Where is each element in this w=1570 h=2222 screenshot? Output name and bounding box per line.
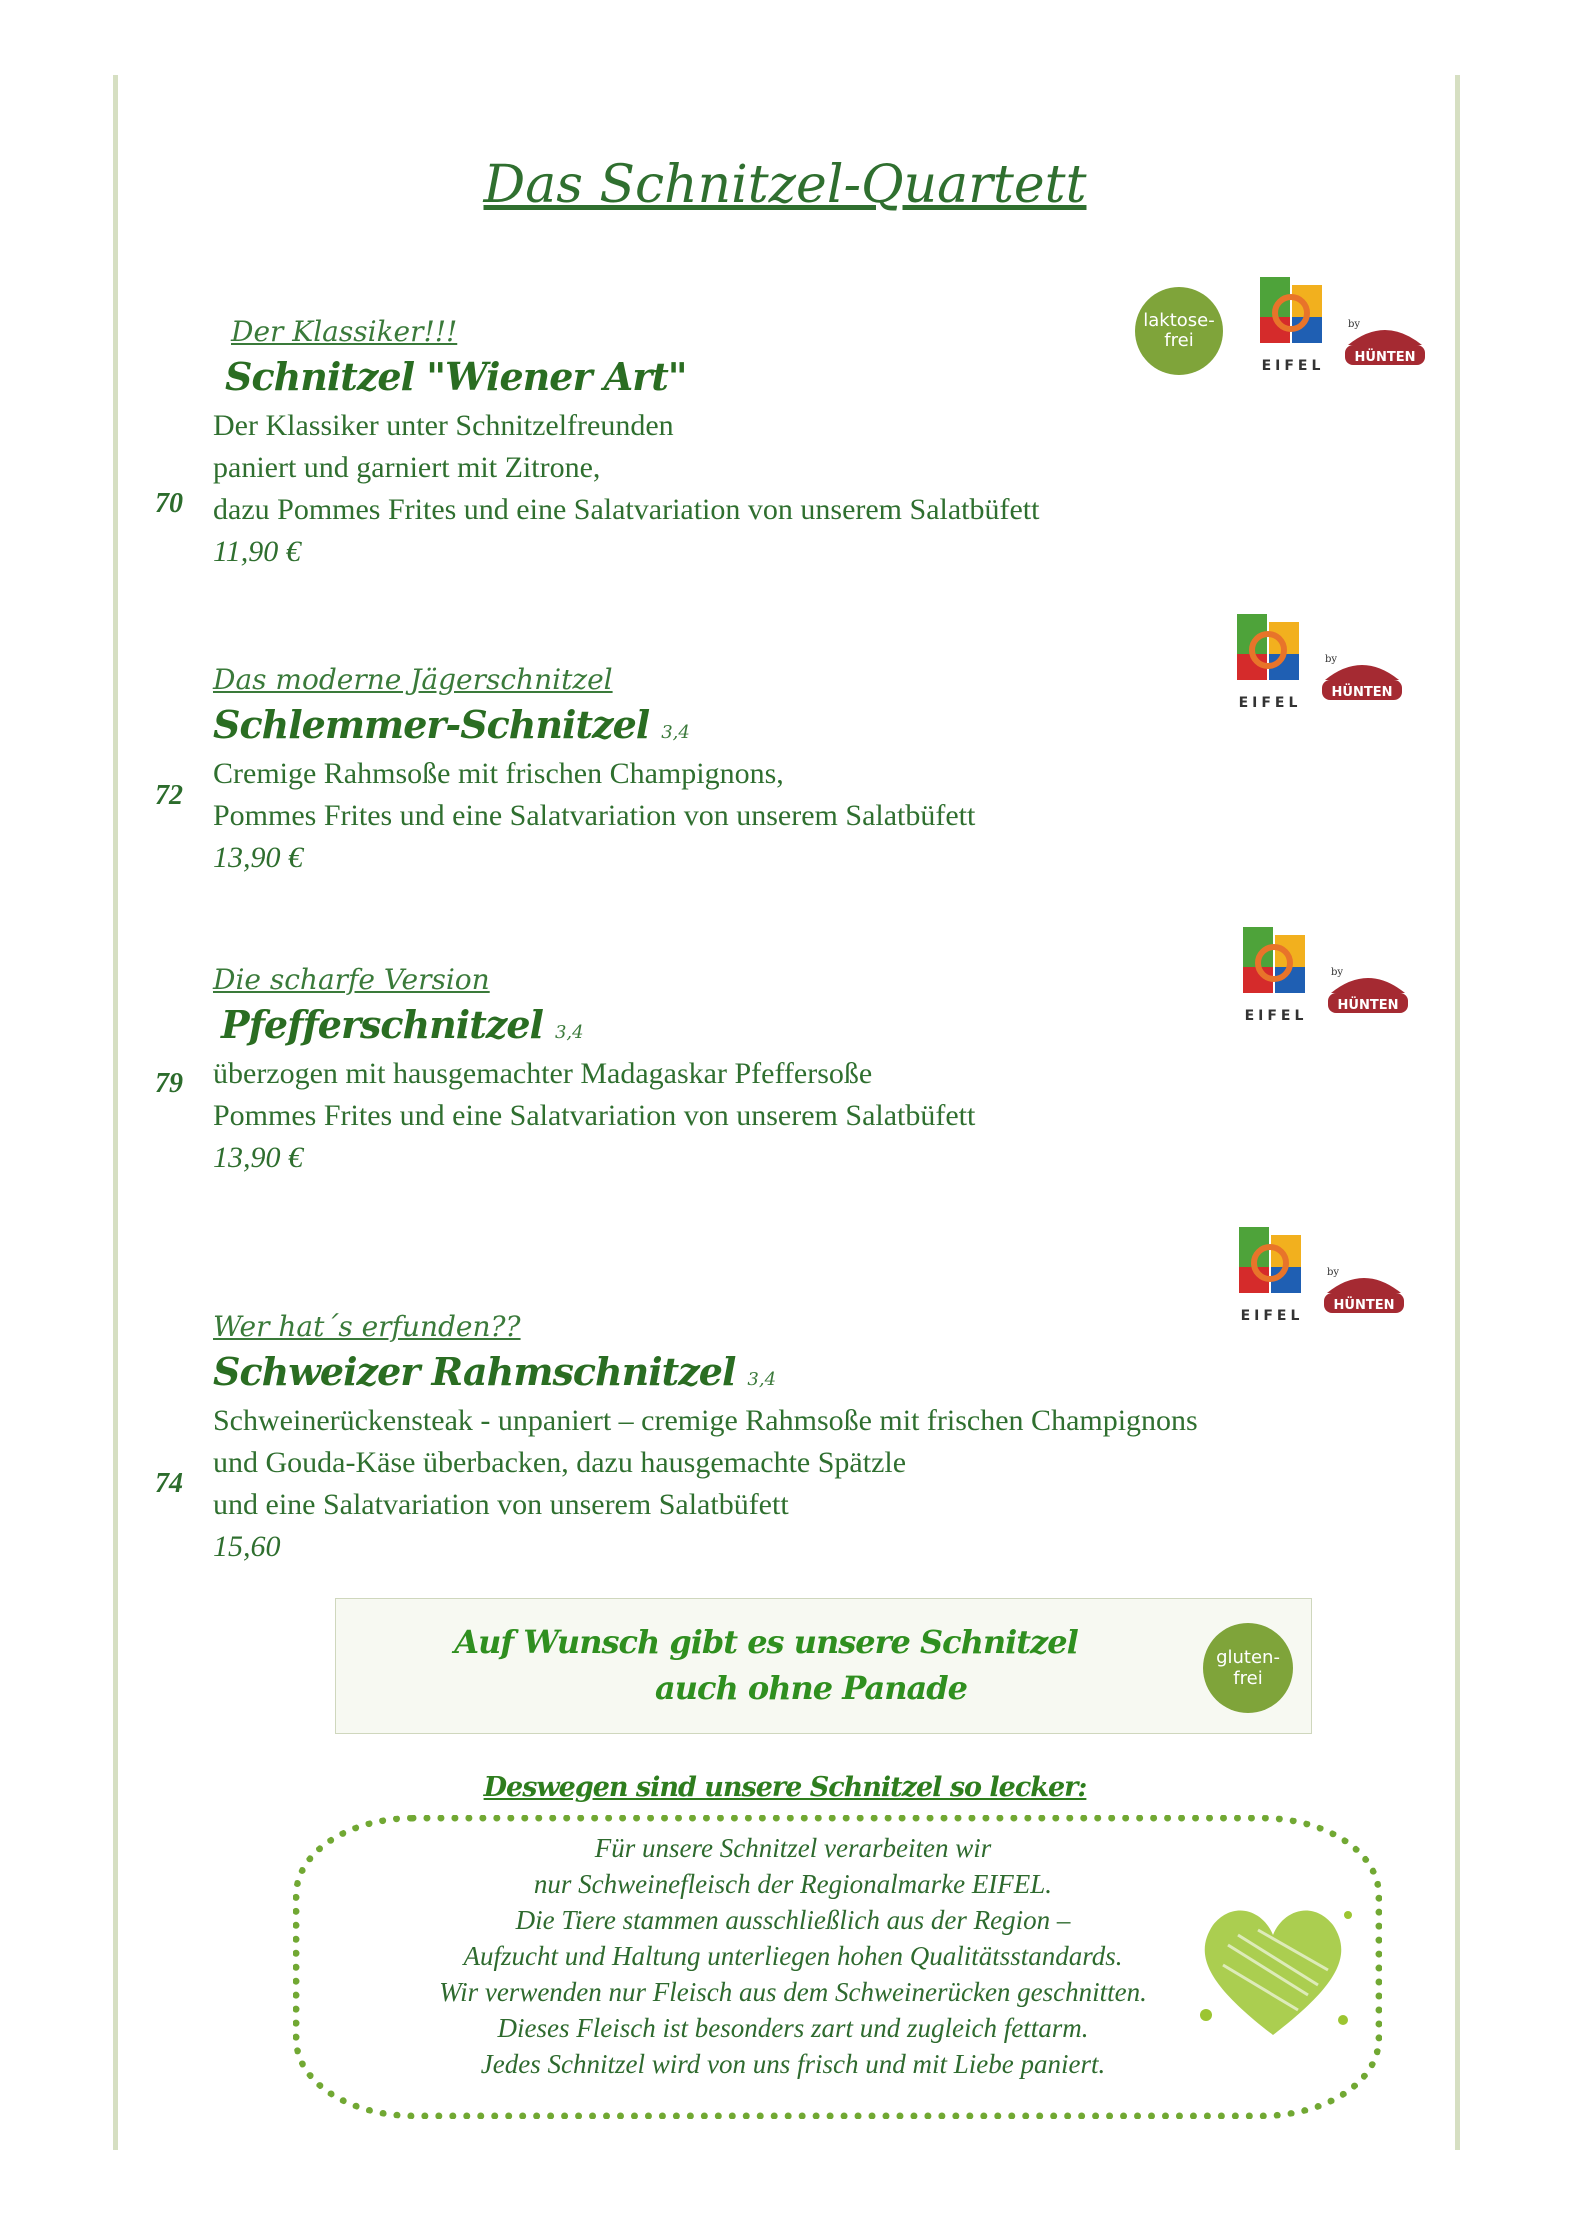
item-name: Schnitzel "Wiener Art" <box>225 354 687 399</box>
item-number: 79 <box>155 1068 183 1099</box>
item-description: Cremige Rahmsoße mit frischen Champignons, <box>213 757 784 790</box>
right-border <box>1455 75 1460 2150</box>
item-description: und eine Salatvariation von unserem Salatbüfett <box>213 1488 789 1521</box>
item-price: 13,90 € <box>213 1141 303 1174</box>
left-border <box>113 75 118 2150</box>
item-number: 70 <box>155 488 183 519</box>
menu-item-2 <box>213 663 975 879</box>
item-tagline: Die scharfe Version <box>213 963 490 996</box>
svg-text:by: by <box>1348 319 1361 330</box>
svg-text:by: by <box>1327 1267 1340 1278</box>
svg-text:HÜNTEN: HÜNTEN <box>1354 350 1416 365</box>
item-price: 13,90 € <box>213 841 303 874</box>
item-name: Schweizer Rahmschnitzel 3,4 <box>213 1349 777 1394</box>
no-breading-notice <box>335 1598 1312 1734</box>
hunten-logo <box>1313 953 1423 1023</box>
item-description: paniert und garniert mit Zitrone, <box>213 451 601 484</box>
item-price: 11,90 € <box>213 535 301 568</box>
svg-text:EIFEL: EIFEL <box>1238 695 1302 711</box>
item-number: 74 <box>155 1468 183 1499</box>
item-description: und Gouda-Käse überbacken, dazu hausgemachte Spätzle <box>213 1446 907 1479</box>
hunten-logo <box>1330 305 1440 375</box>
svg-text:by: by <box>1325 654 1338 665</box>
item-name: Pfefferschnitzel 3,4 <box>221 1002 584 1047</box>
eifel-logo <box>1235 612 1305 712</box>
menu-item-3 <box>213 963 975 1179</box>
svg-text:EIFEL: EIFEL <box>1244 1008 1308 1024</box>
allergen-codes: 3,4 <box>554 1022 584 1043</box>
item-price: 15,60 <box>213 1530 281 1563</box>
menu-item-1 <box>213 315 1039 573</box>
item-description: dazu Pommes Frites und eine Salatvariation von unserem Salatbüfett <box>213 493 1040 526</box>
item-description: Schweinerückensteak - unpaniert – cremige Rahmsoße mit frischen Champignons <box>213 1404 1198 1437</box>
eifel-logo <box>1237 1225 1307 1325</box>
why-text: Für unsere Schnitzel verarbeiten wir nur Schweinefleisch der Regionalmarke EIFEL. Die Tiere stammen ausschließlich aus der Region – Aufzucht und Haltung unterliegen hohen Qualitätsstandards. Wir verwenden nur Fleisch aus dem Schweinerücken geschnitten. Dieses Fleisch ist besonders zart und zugleich fettarm. Jedes Schnitzel wird von uns frisch und mit Liebe paniert. <box>439 1833 1147 2079</box>
page-title: Das Schnitzel-Quartett <box>483 155 1087 215</box>
svg-text:HÜNTEN: HÜNTEN <box>1337 998 1399 1013</box>
green-heart-icon <box>1188 1895 1358 2045</box>
svg-text:EIFEL: EIFEL <box>1261 358 1325 374</box>
item-number: 72 <box>155 780 183 811</box>
eifel-logo <box>1241 925 1311 1025</box>
item-tagline: Der Klassiker!!! <box>231 315 458 348</box>
eifel-logo <box>1258 275 1328 375</box>
item-name: Schlemmer-Schnitzel 3,4 <box>213 702 690 747</box>
hunten-logo <box>1307 640 1417 710</box>
allergen-codes: 3,4 <box>747 1369 777 1390</box>
svg-text:by: by <box>1331 967 1344 978</box>
lactose-free-badge: laktose-frei <box>1135 287 1223 375</box>
item-description: Pommes Frites und eine Salatvariation von unserem Salatbüfett <box>213 1099 976 1132</box>
svg-text:HÜNTEN: HÜNTEN <box>1331 685 1393 700</box>
gluten-free-badge: gluten-frei <box>1203 1623 1293 1713</box>
item-description: Der Klassiker unter Schnitzelfreunden <box>213 409 674 442</box>
svg-text:HÜNTEN: HÜNTEN <box>1333 1298 1395 1313</box>
item-description: Pommes Frites und eine Salatvariation von unserem Salatbüfett <box>213 799 976 832</box>
allergen-codes: 3,4 <box>661 722 690 743</box>
item-tagline: Das moderne Jägerschnitzel <box>213 663 613 696</box>
item-description: überzogen mit hausgemachter Madagaskar Pfeffersoße <box>213 1057 873 1090</box>
hunten-logo <box>1309 1253 1419 1323</box>
svg-text:EIFEL: EIFEL <box>1240 1308 1304 1324</box>
item-tagline: Wer hat´s erfunden?? <box>213 1310 521 1343</box>
why-title: Deswegen sind unsere Schnitzel so lecker: <box>483 1772 1087 1803</box>
menu-item-4 <box>213 1310 1198 1568</box>
notice-text: Auf Wunsch gibt es unsere Schnitzel auch ohne Panade <box>454 1623 1078 1707</box>
